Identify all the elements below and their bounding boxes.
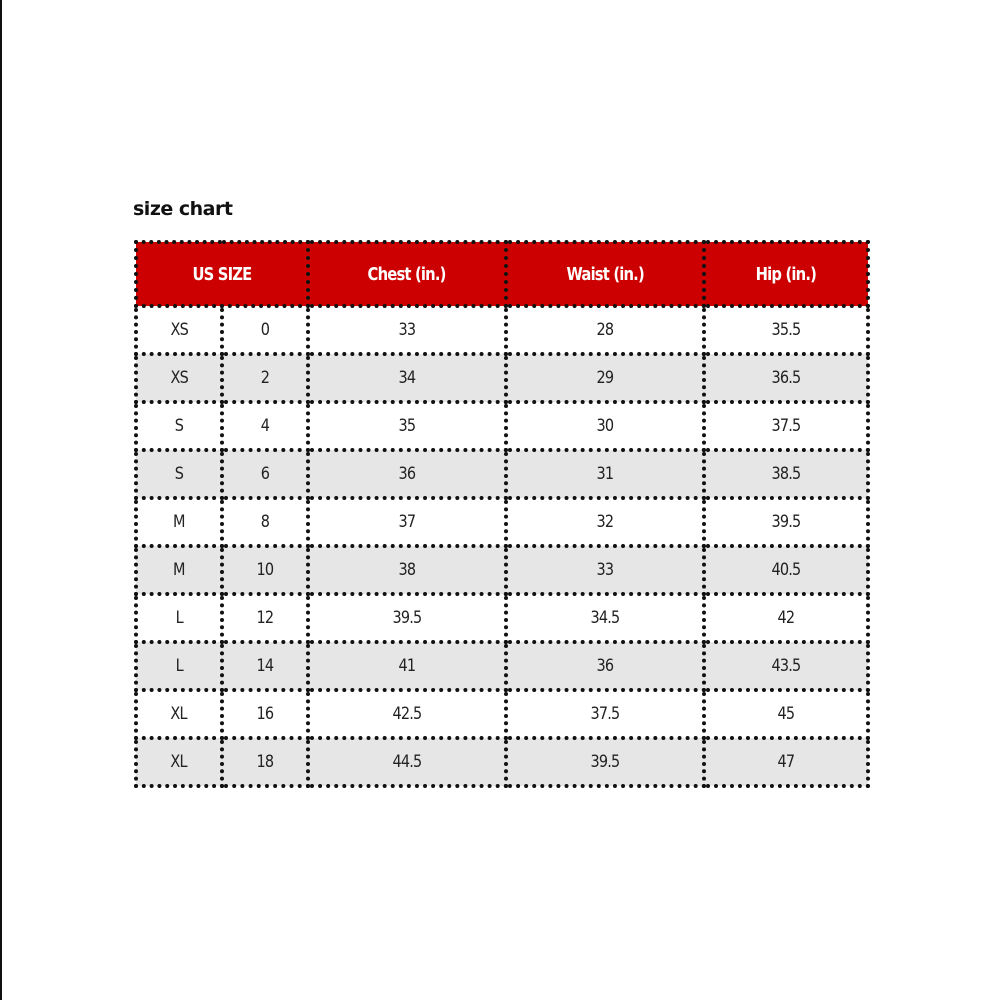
cell-letter-size: M	[136, 546, 222, 594]
cell-hip: 42	[704, 594, 868, 642]
cell-hip: 40.5	[704, 546, 868, 594]
table-row	[136, 306, 868, 354]
header-waist: Waist (in.)	[506, 242, 704, 306]
cell-chest: 36	[308, 450, 506, 498]
header-hip: Hip (in.)	[704, 242, 868, 306]
cell-waist: 28	[506, 306, 704, 354]
cell-hip: 45	[704, 690, 868, 738]
header-chest: Chest (in.)	[308, 242, 506, 306]
cell-chest: 35	[308, 402, 506, 450]
table-row	[136, 354, 868, 402]
header-us-size: US SIZE	[136, 242, 308, 306]
cell-waist: 32	[506, 498, 704, 546]
left-border-line	[0, 0, 2, 1000]
cell-hip: 39.5	[704, 498, 868, 546]
cell-numeric-size: 4	[222, 402, 308, 450]
cell-waist: 39.5	[506, 738, 704, 786]
cell-hip: 47	[704, 738, 868, 786]
page-title: size chart	[133, 198, 233, 220]
cell-letter-size: S	[136, 450, 222, 498]
cell-chest: 38	[308, 546, 506, 594]
cell-letter-size: XS	[136, 354, 222, 402]
cell-chest: 34	[308, 354, 506, 402]
cell-chest: 39.5	[308, 594, 506, 642]
cell-hip: 38.5	[704, 450, 868, 498]
cell-hip: 43.5	[704, 642, 868, 690]
size-chart-table	[134, 240, 870, 788]
cell-numeric-size: 6	[222, 450, 308, 498]
table-body	[136, 306, 868, 786]
header-row	[136, 242, 868, 306]
cell-waist: 34.5	[506, 594, 704, 642]
cell-numeric-size: 12	[222, 594, 308, 642]
cell-hip: 35.5	[704, 306, 868, 354]
cell-letter-size: XL	[136, 690, 222, 738]
table-row	[136, 690, 868, 738]
cell-numeric-size: 10	[222, 546, 308, 594]
cell-numeric-size: 2	[222, 354, 308, 402]
cell-letter-size: XL	[136, 738, 222, 786]
table-row	[136, 642, 868, 690]
cell-chest: 33	[308, 306, 506, 354]
cell-waist: 29	[506, 354, 704, 402]
table-row	[136, 546, 868, 594]
cell-numeric-size: 16	[222, 690, 308, 738]
cell-numeric-size: 8	[222, 498, 308, 546]
cell-letter-size: M	[136, 498, 222, 546]
table-row	[136, 738, 868, 786]
table-row	[136, 594, 868, 642]
cell-numeric-size: 18	[222, 738, 308, 786]
cell-waist: 33	[506, 546, 704, 594]
cell-waist: 30	[506, 402, 704, 450]
cell-hip: 36.5	[704, 354, 868, 402]
cell-waist: 37.5	[506, 690, 704, 738]
cell-letter-size: L	[136, 642, 222, 690]
cell-waist: 31	[506, 450, 704, 498]
cell-chest: 37	[308, 498, 506, 546]
cell-chest: 42.5	[308, 690, 506, 738]
cell-hip: 37.5	[704, 402, 868, 450]
cell-letter-size: L	[136, 594, 222, 642]
cell-chest: 44.5	[308, 738, 506, 786]
table-row	[136, 450, 868, 498]
cell-numeric-size: 14	[222, 642, 308, 690]
cell-letter-size: S	[136, 402, 222, 450]
cell-waist: 36	[506, 642, 704, 690]
cell-chest: 41	[308, 642, 506, 690]
cell-letter-size: XS	[136, 306, 222, 354]
table-row	[136, 498, 868, 546]
table-row	[136, 402, 868, 450]
cell-numeric-size: 0	[222, 306, 308, 354]
